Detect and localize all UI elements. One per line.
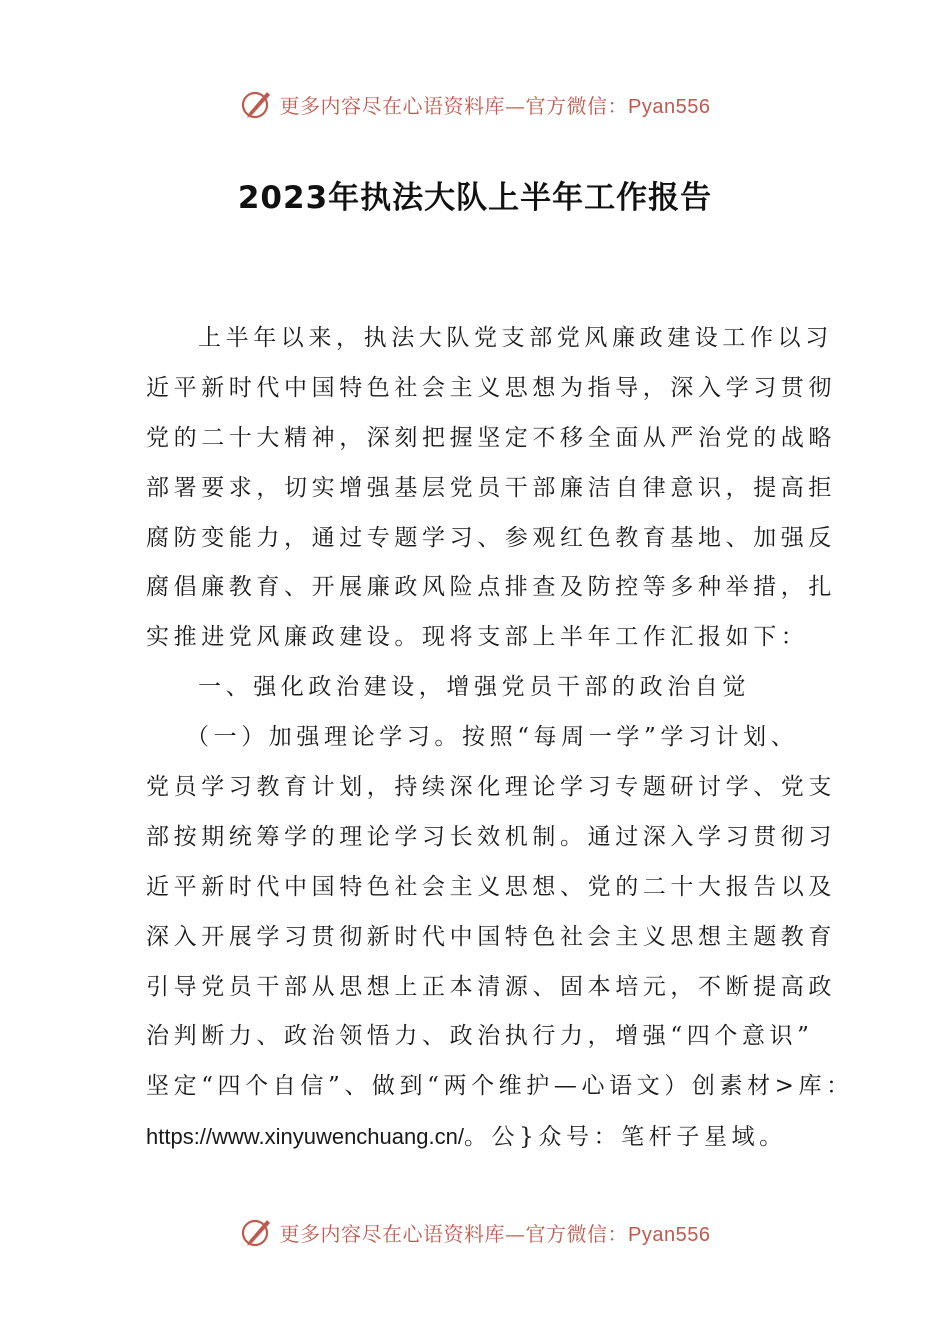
paragraph-line: 治判断力、政治领悟力、政治执行力，增强“四个意识”	[146, 1023, 814, 1050]
website-url: https://www.xinyuwenchuang.cn/	[146, 1124, 464, 1150]
banner-official: 官方微信：	[525, 1221, 629, 1246]
paragraph-line: 引导党员干部从思想上正本清源、固本培元，不断提高政	[146, 973, 836, 1000]
banner-wechat-id: Pyan556	[628, 95, 711, 118]
document-body	[146, 314, 854, 1162]
paragraph-line: 近平新时代中国特色社会主义思想为指导，深入学习贯彻	[146, 374, 836, 401]
paragraph-line: 坚定“四个自信”、做到“两个维护—心语文）创素材>库：	[146, 1073, 854, 1100]
banner-slogan: 更多内容尽在心语资料库	[279, 93, 506, 118]
document-title: 2023年执法大队上半年工作报告	[237, 180, 713, 216]
paragraph-line: 上半年以来，执法大队党支部党风廉政建设工作以习	[198, 325, 833, 351]
paragraph-line: 腐防变能力，通过专题学习、参观红色教育基地、加强反	[146, 524, 836, 551]
paragraph-line: 部署要求，切实增强基层党员干部廉洁自律意识，提高拒	[146, 474, 836, 501]
banner-official: 官方微信：	[525, 93, 629, 118]
section-heading: 一、强化政治建设，增强党员干部的政治自觉	[198, 674, 750, 701]
paragraph-line: 近平新时代中国特色社会主义思想、党的二十大报告以及	[146, 873, 836, 900]
paragraph-line: 腐倡廉教育、开展廉政风险点排查及防控等多种举措，扎	[146, 574, 836, 601]
paragraph-line-url	[146, 1112, 812, 1162]
footer-banner	[0, 1210, 950, 1254]
pen-logo-icon	[240, 1215, 274, 1249]
paragraph-line: 部按期统筹学的理论学习长效机制。通过深入学习贯彻习	[146, 823, 836, 850]
paragraph-line: 深入开展学习贯彻新时代中国特色社会主义思想主题教育	[146, 923, 836, 950]
paragraph-line: （一）加强理论学习。按照“每周一学”学习计划、	[186, 724, 799, 751]
url-suffix: 。公}众号：笔杆子星域。	[463, 1124, 787, 1151]
banner-text	[280, 90, 711, 119]
banner-dash: —	[505, 93, 526, 118]
banner-slogan: 更多内容尽在心语资料库	[279, 1221, 506, 1246]
banner-text	[280, 1218, 711, 1247]
paragraph-line: 党员学习教育计划，持续深化理论学习专题研讨学、党支	[146, 774, 836, 801]
paragraph-line: 实推进党风廉政建设。现将支部上半年工作汇报如下：	[146, 624, 809, 651]
pen-logo-icon	[240, 87, 274, 121]
header-banner	[0, 82, 950, 126]
banner-dash: —	[505, 1221, 526, 1246]
banner-wechat-id: Pyan556	[628, 1223, 711, 1246]
paragraph-line: 党的二十大精神，深刻把握坚定不移全面从严治党的战略	[146, 424, 836, 451]
